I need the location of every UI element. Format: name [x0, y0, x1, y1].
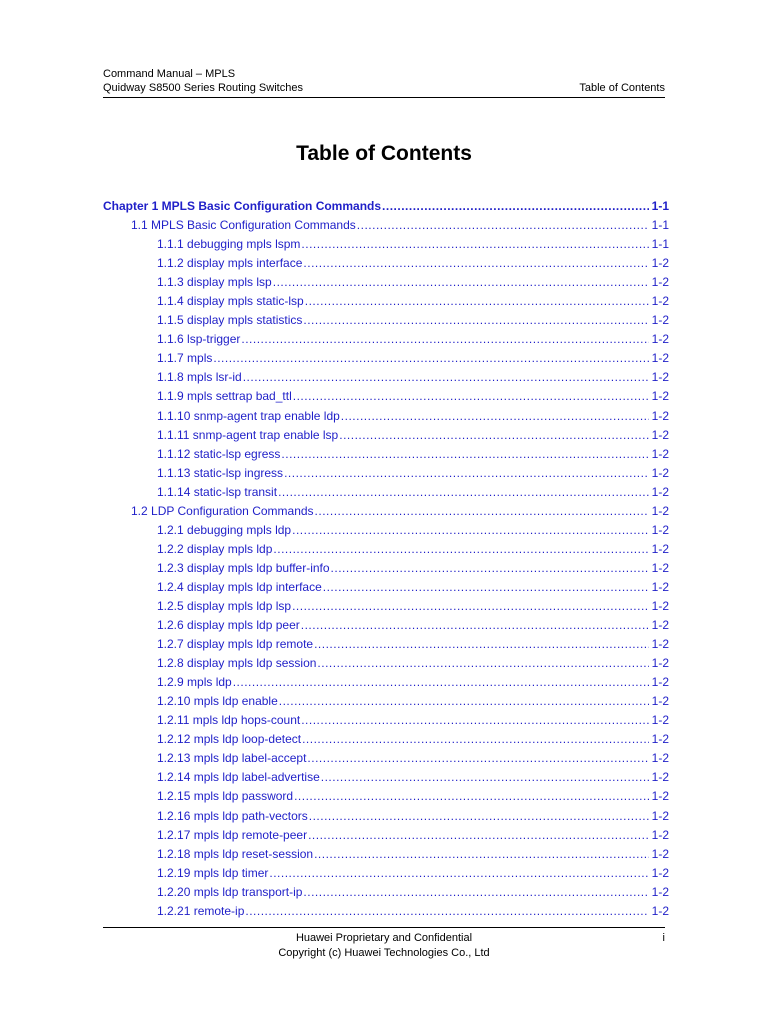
toc-entry[interactable] — [103, 902, 669, 921]
toc-entry-page: 1-2 — [651, 675, 669, 690]
toc-entry-page: 1-2 — [651, 884, 669, 899]
toc-leader-dots — [269, 864, 648, 883]
toc-entry[interactable] — [103, 254, 669, 273]
toc-leader-dots — [339, 426, 648, 445]
toc-entry-title: 1.2.9 mpls ldp — [157, 675, 232, 690]
toc-entry[interactable] — [103, 407, 669, 426]
toc-entry[interactable] — [103, 311, 669, 330]
toc-entry[interactable] — [103, 616, 669, 635]
header-section-name: Table of Contents — [579, 82, 665, 94]
toc-entry-page: 1-1 — [651, 218, 669, 233]
toc-entry-title: 1.2 LDP Configuration Commands — [131, 503, 314, 518]
toc-entry[interactable] — [103, 883, 669, 902]
toc-entry[interactable] — [103, 502, 669, 521]
header-product-name: Quidway S8500 Series Routing Switches — [103, 82, 303, 94]
toc-leader-dots — [284, 464, 649, 483]
toc-entry-page: 1-2 — [651, 541, 669, 556]
toc-leader-dots — [281, 445, 648, 464]
toc-leader-dots — [301, 711, 648, 730]
toc-leader-dots — [317, 654, 648, 673]
toc-leader-dots — [301, 616, 649, 635]
toc-leader-dots — [308, 826, 649, 845]
toc-entry-title: 1.1.3 display mpls lsp — [157, 275, 272, 290]
toc-entry-page: 1-2 — [651, 294, 669, 309]
toc-entry-title: 1.1.13 static-lsp ingress — [157, 465, 284, 480]
toc-leader-dots — [323, 578, 649, 597]
toc-entry-title: 1.1.6 lsp-trigger — [157, 332, 241, 347]
toc-entry-title: 1.2.17 mpls ldp remote-peer — [157, 827, 308, 842]
toc-entry[interactable] — [103, 426, 669, 445]
toc-entry-page: 1-2 — [651, 351, 669, 366]
page-title: Table of Contents — [296, 142, 472, 165]
toc-leader-dots — [233, 673, 649, 692]
toc-entry-title: 1.1.14 static-lsp transit — [157, 484, 278, 499]
toc-entry[interactable] — [103, 578, 669, 597]
toc-entry-page: 1-2 — [651, 808, 669, 823]
toc-entry-page: 1-2 — [651, 903, 669, 918]
toc-entry[interactable] — [103, 273, 669, 292]
toc-leader-dots — [294, 787, 649, 806]
toc-entry-page: 1-2 — [651, 484, 669, 499]
toc-entry-title: 1.2.12 mpls ldp loop-detect — [157, 732, 302, 747]
toc-leader-dots — [357, 216, 649, 235]
toc-entry[interactable] — [103, 749, 669, 768]
toc-leader-dots — [278, 483, 649, 502]
toc-entry-page: 1-2 — [651, 846, 669, 861]
toc-entry[interactable] — [103, 711, 669, 730]
toc-entry-title: 1.2.4 display mpls ldp interface — [157, 579, 322, 594]
footer-page-number: i — [662, 932, 665, 944]
toc-entry-title: 1.2.1 debugging mpls ldp — [157, 522, 292, 537]
toc-entry-title: 1.2.2 display mpls ldp — [157, 541, 273, 556]
toc-leader-dots — [292, 597, 649, 616]
toc-leader-dots — [382, 197, 649, 216]
toc-leader-dots — [279, 692, 649, 711]
toc-entry-title: 1.2.18 mpls ldp reset-session — [157, 846, 314, 861]
toc-leader-dots — [309, 807, 649, 826]
toc-entry-page: 1-2 — [651, 427, 669, 442]
footer-copyright: Copyright (c) Huawei Technologies Co., Ltd — [278, 947, 490, 959]
toc-leader-dots — [301, 235, 648, 254]
toc-entry-title: 1.1.9 mpls settrap bad_ttl — [157, 389, 292, 404]
header-divider — [103, 97, 665, 98]
toc-leader-dots — [213, 349, 648, 368]
toc-entry-title: 1.1.12 static-lsp egress — [157, 446, 281, 461]
toc-entry-title: 1.1.5 display mpls statistics — [157, 313, 303, 328]
toc-entry-page: 1-2 — [651, 694, 669, 709]
toc-entry-page: 1-2 — [651, 408, 669, 423]
toc-entry-page: 1-2 — [651, 637, 669, 652]
toc-entry[interactable] — [103, 292, 669, 311]
toc-entry[interactable] — [103, 521, 669, 540]
toc-leader-dots — [314, 635, 649, 654]
toc-leader-dots — [321, 768, 649, 787]
toc-entry-page: 1-2 — [651, 446, 669, 461]
toc-leader-dots — [245, 902, 648, 921]
toc-entry[interactable] — [103, 864, 669, 883]
toc-entry-title: 1.1.7 mpls — [157, 351, 213, 366]
toc-entry[interactable] — [103, 368, 669, 387]
toc-leader-dots — [243, 368, 649, 387]
toc-entry[interactable] — [103, 787, 669, 806]
toc-leader-dots — [305, 292, 649, 311]
toc-entry-title: Chapter 1 MPLS Basic Configuration Commands — [103, 199, 382, 213]
toc-entry-page: 1-2 — [651, 389, 669, 404]
toc-entry-title: 1.2.13 mpls ldp label-accept — [157, 751, 307, 766]
page-footer — [103, 931, 665, 961]
toc-entry-title: 1.2.6 display mpls ldp peer — [157, 618, 300, 633]
toc-entry[interactable] — [103, 464, 669, 483]
toc-entry-title: 1.1.2 display mpls interface — [157, 256, 303, 271]
toc-entry-page: 1-2 — [651, 579, 669, 594]
toc-entry[interactable] — [103, 387, 669, 406]
toc-entry-page: 1-2 — [651, 313, 669, 328]
toc-entry[interactable] — [103, 445, 669, 464]
toc-entry-page: 1-1 — [651, 199, 669, 213]
toc-entry-title: 1.1.8 mpls lsr-id — [157, 370, 242, 385]
toc-entry[interactable] — [103, 330, 669, 349]
toc-entry[interactable] — [103, 635, 669, 654]
toc-entry-title: 1.2.19 mpls ldp timer — [157, 865, 269, 880]
toc-entry[interactable] — [103, 673, 669, 692]
page-header — [103, 67, 665, 95]
toc-entry-page: 1-2 — [651, 865, 669, 880]
toc-entry-page: 1-1 — [651, 237, 669, 252]
toc-entry-title: 1.2.3 display mpls ldp buffer-info — [157, 560, 330, 575]
toc-entry-title: 1.2.16 mpls ldp path-vectors — [157, 808, 308, 823]
toc-entry[interactable] — [103, 216, 669, 235]
toc-entry-title: 1.2.5 display mpls ldp lsp — [157, 598, 292, 613]
toc-entry-page: 1-2 — [651, 713, 669, 728]
toc-leader-dots — [292, 521, 649, 540]
toc-entry-title: 1.2.7 display mpls ldp remote — [157, 637, 314, 652]
toc-entry-title: 1.2.20 mpls ldp transport-ip — [157, 884, 303, 899]
toc-leader-dots — [303, 311, 648, 330]
toc-entry-page: 1-2 — [651, 656, 669, 671]
toc-entry-page: 1-2 — [651, 770, 669, 785]
toc-entry[interactable] — [103, 807, 669, 826]
toc-leader-dots — [314, 845, 649, 864]
toc-entry[interactable] — [103, 235, 669, 254]
header-manual-title: Command Manual – MPLS — [103, 68, 236, 80]
toc-leader-dots — [315, 502, 649, 521]
toc-leader-dots — [293, 387, 649, 406]
toc-leader-dots — [303, 254, 648, 273]
toc-entry-title: 1.2.15 mpls ldp password — [157, 789, 294, 804]
toc-leader-dots — [273, 540, 648, 559]
table-of-contents — [103, 197, 669, 921]
toc-entry[interactable] — [103, 559, 669, 578]
toc-entry-title: 1.1.4 display mpls static-lsp — [157, 294, 304, 309]
toc-entry-page: 1-2 — [651, 256, 669, 271]
toc-entry[interactable] — [103, 540, 669, 559]
toc-entry-page: 1-2 — [651, 332, 669, 347]
toc-entry-title: 1.1 MPLS Basic Configuration Commands — [131, 218, 356, 233]
toc-entry[interactable] — [103, 768, 669, 787]
toc-entry-title: 1.2.11 mpls ldp hops-count — [157, 713, 301, 728]
toc-leader-dots — [241, 330, 648, 349]
toc-entry-page: 1-2 — [651, 503, 669, 518]
toc-entry[interactable] — [103, 197, 669, 216]
toc-entry[interactable] — [103, 654, 669, 673]
toc-entry-page: 1-2 — [651, 751, 669, 766]
toc-entry[interactable] — [103, 692, 669, 711]
toc-entry-page: 1-2 — [651, 275, 669, 290]
toc-entry[interactable] — [103, 845, 669, 864]
toc-entry[interactable] — [103, 730, 669, 749]
toc-leader-dots — [302, 730, 649, 749]
toc-leader-dots — [341, 407, 649, 426]
toc-leader-dots — [303, 883, 648, 902]
toc-entry-page: 1-2 — [651, 827, 669, 842]
toc-entry-page: 1-2 — [651, 789, 669, 804]
toc-entry-title: 1.2.8 display mpls ldp session — [157, 656, 317, 671]
toc-entry-page: 1-2 — [651, 465, 669, 480]
toc-entry-page: 1-2 — [651, 618, 669, 633]
footer-divider — [103, 927, 665, 928]
toc-leader-dots — [273, 273, 649, 292]
toc-entry-page: 1-2 — [651, 370, 669, 385]
toc-entry-title: 1.1.10 snmp-agent trap enable ldp — [157, 408, 340, 423]
toc-leader-dots — [331, 559, 649, 578]
toc-entry[interactable] — [103, 826, 669, 845]
toc-entry-title: 1.2.21 remote-ip — [157, 903, 245, 918]
toc-entry[interactable] — [103, 483, 669, 502]
toc-leader-dots — [307, 749, 648, 768]
toc-entry[interactable] — [103, 349, 669, 368]
toc-entry-page: 1-2 — [651, 522, 669, 537]
toc-entry-title: 1.2.10 mpls ldp enable — [157, 694, 278, 709]
toc-entry-title: 1.1.1 debugging mpls lspm — [157, 237, 301, 252]
footer-confidentiality: Huawei Proprietary and Confidential — [295, 932, 473, 944]
toc-entry-page: 1-2 — [651, 560, 669, 575]
toc-entry-page: 1-2 — [651, 598, 669, 613]
toc-entry[interactable] — [103, 597, 669, 616]
toc-entry-title: 1.1.11 snmp-agent trap enable lsp — [157, 427, 339, 442]
toc-entry-title: 1.2.14 mpls ldp label-advertise — [157, 770, 320, 785]
toc-entry-page: 1-2 — [651, 732, 669, 747]
